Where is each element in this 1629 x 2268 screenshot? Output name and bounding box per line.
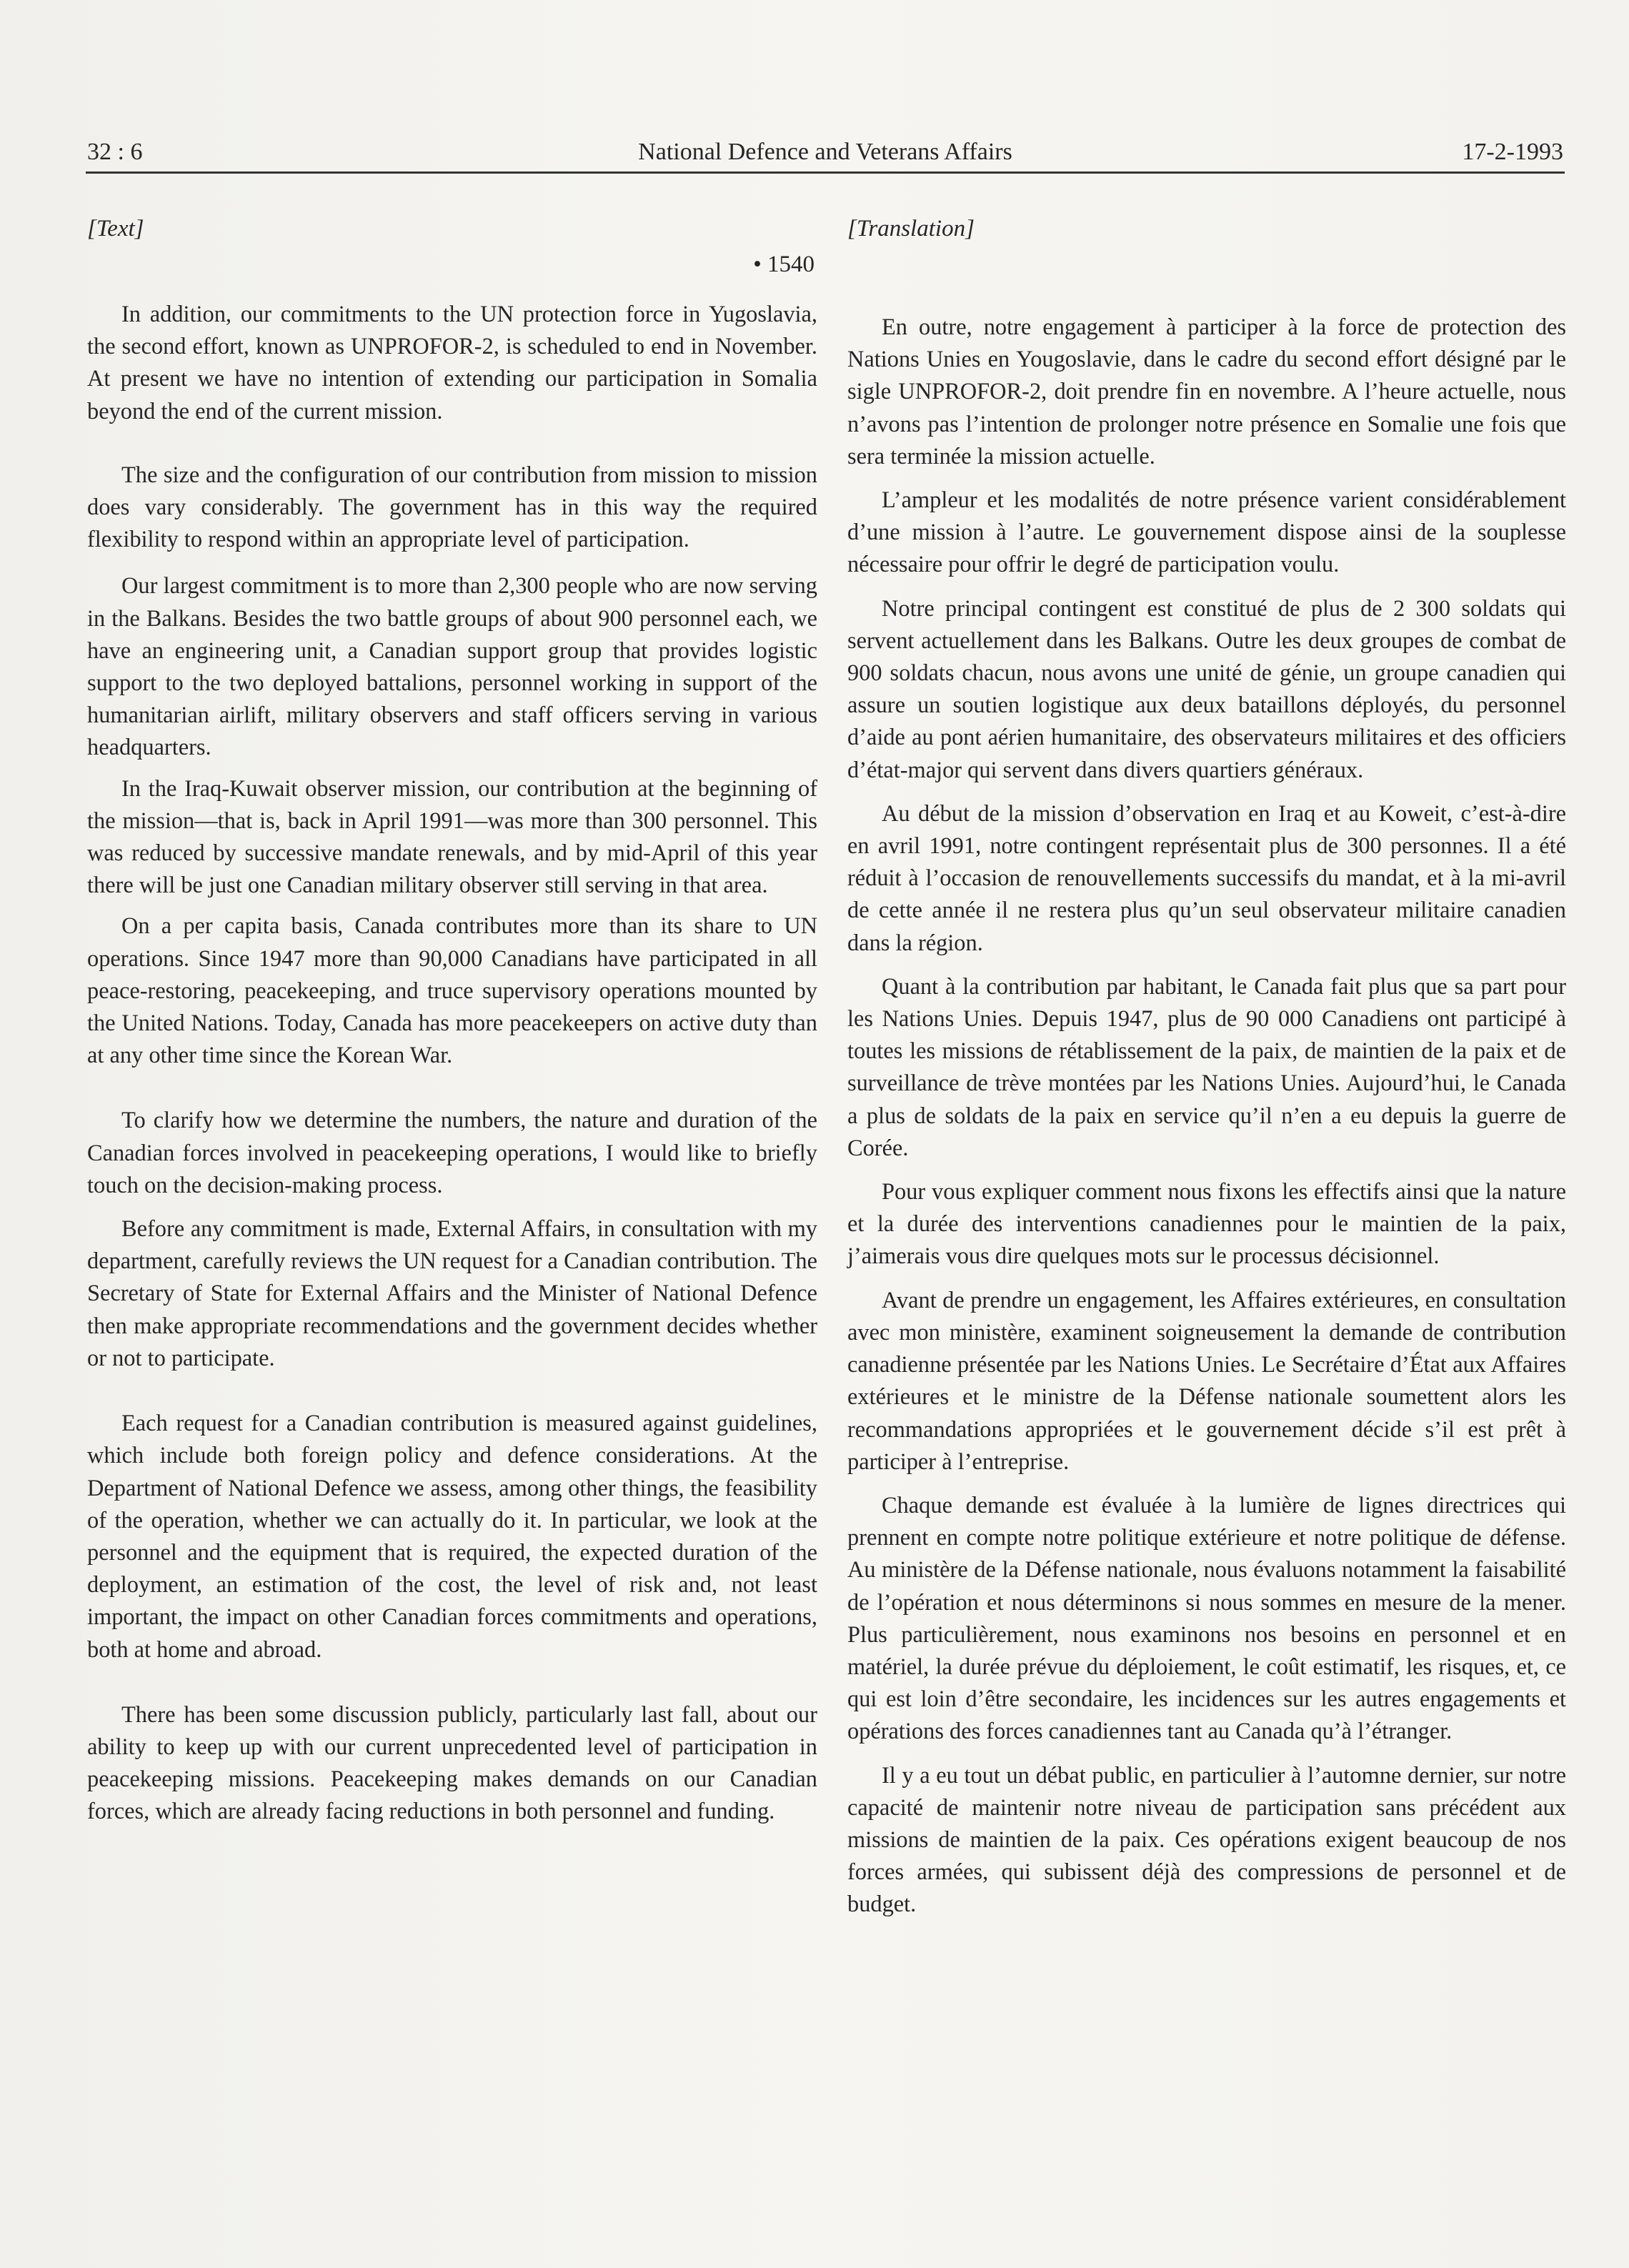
french-column (847, 213, 1566, 1921)
time-reference: • 1540 (753, 252, 814, 277)
en-paragraph-9: There has been some discussion publicly, particularly last fall, about our ability to keep up with our current unprecedented level of participation in peacekeeping missions. Peacekeeping makes demands on our Canadian forces, which are already facing reductions in both personnel and funding. (87, 1701, 817, 1825)
fr-paragraph-4: Au début de la mission d’observation en Iraq et au Koweit, c’est-à-dire en avril 1991, notre contingent représentait plus de 300 personnes. Il a été réduit à l’occasion de renouvellements successifs du mandat, et à la mi-avril de cette année il ne restera plus qu’un seul observateur militaire canadien dans la région. (847, 800, 1566, 956)
fr-paragraph-8: Chaque demande est évaluée à la lumière de lignes directrices qui prennent en compte notre politique extérieure et notre politique de défense. Au ministère de la Défense nationale, nous évaluons notamment la faisabilité de l’opération et nous déterminons si nous sommes en mesure de la mener. Plus particulièrement, nous examinons nos besoins en personnel et en matériel, la durée prévue du déploiement, le coût estimatif, les risques, et, ce qui est loin d’être secondaire, les incidences sur les autres engagements et opérations des forces canadiennes tant au Canada qu’à l’étranger. (847, 1492, 1566, 1745)
en-paragraph-1: In addition, our commitments to the UN protection force in Yugoslavia, the second effort, known as UNPROFOR-2, is scheduled to end in November. At present we have no intention of extending our participation in Somalia beyond the end of the current mission. (87, 302, 817, 424)
header-date: 17-2-1993 (1462, 139, 1563, 165)
page-header (86, 127, 1565, 174)
fr-paragraph-9: Il y a eu tout un débat public, en particulier à l’automne dernier, sur notre capacité de maintenir notre niveau de participation sans précédent aux missions de maintien de la paix. Ces opérations exigent beaucoup de nos forces armées, qui subissent déjà des compressions de personnel et de budget. (847, 1762, 1566, 1918)
fr-paragraph-3: Notre principal contingent est constitué de plus de 2 300 soldats qui servent actuellement dans les Balkans. Outre les deux groupes de combat de 900 soldats chacun, nous avons une unité de génie, un groupe canadien qui assure un soutien logistique aux deux bataillons déployés, du personnel d’aide au pont aérien humanitaire, des observateurs militaires et des officiers d’état-major qui servent dans divers quartiers généraux. (847, 595, 1566, 783)
en-paragraph-6: To clarify how we determine the numbers, the nature and duration of the Canadian forces involved in peacekeeping operations, I would like to briefly touch on the decision-making process. (87, 1108, 817, 1198)
en-paragraph-4: In the Iraq-Kuwait observer mission, our contribution at the beginning of the mission—that is, back in April 1991—was more than 300 personnel. This was reduced by successive mandate renewals, and by mid-April of this year there will be just one Canadian military observer still serving in that area. (87, 775, 817, 899)
en-paragraph-7: Before any commitment is made, External Affairs, in consultation with my department, carefully reviews the UN request for a Canadian contribution. The Secretary of State for External Affairs and the Minister of National Defence then make appropriate recommendations and the government decides whether or not to participate. (87, 1216, 817, 1371)
fr-paragraph-5: Quant à la contribution par habitant, le Canada fait plus que sa part pour les Nations Unies. Depuis 1947, plus de 90 000 Canadiens ont participé à toutes les missions de rétablissement de la paix, de maintien de la paix et de surveillance de trève montées par les Nations Unies. Aujourd’hui, le Canada a plus de soldats de la paix en service qu’il n’en a eu depuis la guerre de Corée. (847, 973, 1566, 1161)
fr-paragraph-1: En outre, notre engagement à participer à la force de protection des Nations Unies en Yougoslavie, dans le cadre du second effort désigné par le sigle UNPROFOR-2, doit prendre fin en novembre. A l’heure actuelle, nous n’avons pas l’intention de prolonger notre présence en Somalie une fois que sera terminée la mission actuelle. (847, 314, 1566, 469)
english-column (87, 213, 817, 1829)
page-title: National Defence and Veterans Affairs (638, 139, 1012, 165)
translation-label: [Translation] (847, 216, 975, 242)
page-number: 32 : 6 (87, 139, 143, 165)
fr-paragraph-7: Avant de prendre un engagement, les Affaires extérieures, en consultation avec mon ministère, examinent soigneusement la demande de contribution canadienne présentée par les Nations Unies. Le Secrétaire d’État aux Affaires extérieures et le ministre de la Défense nationale soumettent alors les recommandations appropriées et le gouvernement décide s’il est prêt à participer à l’entreprise. (847, 1287, 1566, 1475)
en-paragraph-5: On a per capita basis, Canada contributes more than its share to UN operations. Since 1947 more than 90,000 Canadians have participated in all peace-restoring, peacekeeping, and truce supervisory operations mounted by the United Nations. Today, Canada has more peacekeepers on active duty than at any other time since the Korean War. (87, 913, 817, 1069)
fr-paragraph-2: L’ampleur et les modalités de notre présence varient considérablement d’une mission à l’autre. Le gouvernement dispose ainsi de la souplesse nécessaire pour offrir le degré de participation voulu. (847, 487, 1566, 578)
fr-paragraph-6: Pour vous expliquer comment nous fixons les effectifs ainsi que la nature et la durée des interventions canadiennes pour le maintien de la paix, j’aimerais vous dire quelques mots sur le processus décisionnel. (847, 1179, 1566, 1270)
en-paragraph-8: Each request for a Canadian contribution is measured against guidelines, which include both foreign policy and defence considerations. At the Department of National Defence we assess, among other things, the feasibility of the operation, whether we can actually do it. In particular, we look at the personnel and the equipment that is required, the expected duration of the deployment, an estimation of the cost, the level of risk and, not least important, the impact on other Canadian forces commitments and operations, both at home and abroad. (87, 1411, 817, 1663)
en-paragraph-3: Our largest commitment is to more than 2,300 people who are now serving in the Balkans. Besides the two battle groups of about 900 personnel each, we have an engineering unit, a Canadian support group that provides logistic support to the two deployed battalions, personnel working in support of the humanitarian airlift, military observers and staff officers serving in various headquarters. (87, 573, 817, 761)
text-label: [Text] (87, 216, 144, 242)
en-paragraph-2: The size and the configuration of our contribution from mission to mission does vary considerably. The government has in this way the required flexibility to respond within an appropriate level of participation. (87, 462, 817, 553)
